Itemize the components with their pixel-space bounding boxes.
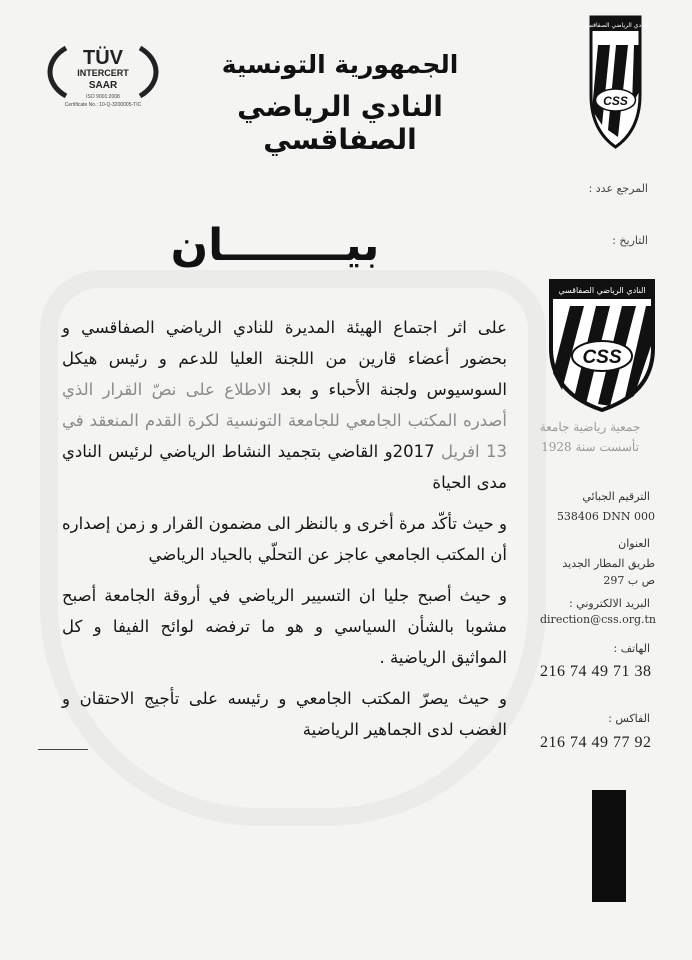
address-line-1: طريق المطار الجديد [562, 557, 655, 570]
paragraph-1-faint-text: الاطلاع على نصّ القرار الذي أصدره المكتب الجامعي للجامعة التونسية لكرة القدم المنعقد في 13 افريل [62, 380, 507, 461]
statement-body [62, 312, 507, 755]
email-label: البريد الالكتروني : [568, 597, 650, 610]
crest-main-abbr: CSS [582, 347, 622, 368]
club-crest-icon-top [582, 15, 649, 150]
association-type: جمعية رياضية جامعة [539, 420, 641, 434]
reference-label: المرجع عدد : [588, 182, 648, 195]
paragraph-1-text: على اثر اجتماع الهيئة المديرة للنادي الرياضي الصفاقسي و بحضور أعضاء قارين من اللجنة العليا للدعم و رئيس هيكل السوسيوس ولجنة الأحباء و بعد [62, 318, 508, 399]
tuv-iso: ISO 9001:2008 [86, 94, 120, 100]
club-crest-icon [548, 278, 656, 413]
decorative-stripe [592, 790, 626, 902]
tuv-certificate: Certificate No.: 10-Q-3200005-TIC [64, 102, 142, 108]
address-label: العنوان [618, 537, 650, 550]
fax-label: الفاكس : [608, 712, 650, 725]
tax-id-label: الترقيم الجبائي [582, 490, 650, 503]
tuv-saar: SAAR [88, 80, 118, 91]
crest-top-abbr: CSS [603, 94, 628, 108]
tuv-brand: TÜV [83, 47, 123, 69]
paragraph-3: و حيث أصبح جليا ان التسيير الرياضي في أروقة الجامعة أصبح مشوبا بالشأن السياسي و هو ما ترفضه لوائح الفيفا و كل المواثيق الرياضية . [62, 586, 507, 667]
address-line-2: ص ب 297 [603, 574, 655, 587]
phone-value: 216 74 49 71 38 [540, 663, 652, 680]
crest-main-name: النادي الرياضي الصفاقسي [558, 286, 646, 295]
club-title: النادي الرياضي الصفاقسي [237, 90, 443, 156]
crest-top-name: النادي الرياضي الصفاقسي [582, 22, 649, 29]
paragraph-1 [62, 312, 507, 498]
paragraph-4: و حيث يصرّ المكتب الجامعي و رئيسه على تأجيج الاحتقان و الغضب لدى الجماهير الرياضية [62, 689, 507, 739]
tuv-certification-logo [48, 40, 158, 110]
fax-value: 216 74 49 77 92 [540, 734, 652, 751]
association-founded: تأسست سنة 1928 [541, 440, 639, 454]
paragraph-2: و حيث تأكّد مرة أخرى و بالنظر الى مضمون القرار و زمن إصداره أن المكتب الجامعي عاجز عن التحلّي بالحياد الرياضي [62, 514, 507, 564]
tax-id-value: 538406 DNN 000 [556, 510, 655, 523]
date-label: التاريخ : [612, 234, 648, 247]
statement-title: بيــــــــان [170, 220, 380, 271]
phone-label: الهاتف : [613, 642, 650, 655]
republic-title: الجمهورية التونسية [221, 50, 459, 79]
paragraph-1-end-text: 2017و القاضي بتجميد النشاط الرياضي لرئيس النادي مدى الحياة [62, 442, 507, 492]
email-value[interactable]: direction@css.org.tn [540, 613, 657, 626]
tuv-intercert: INTERCERT [77, 68, 129, 78]
margin-rule [38, 749, 88, 750]
